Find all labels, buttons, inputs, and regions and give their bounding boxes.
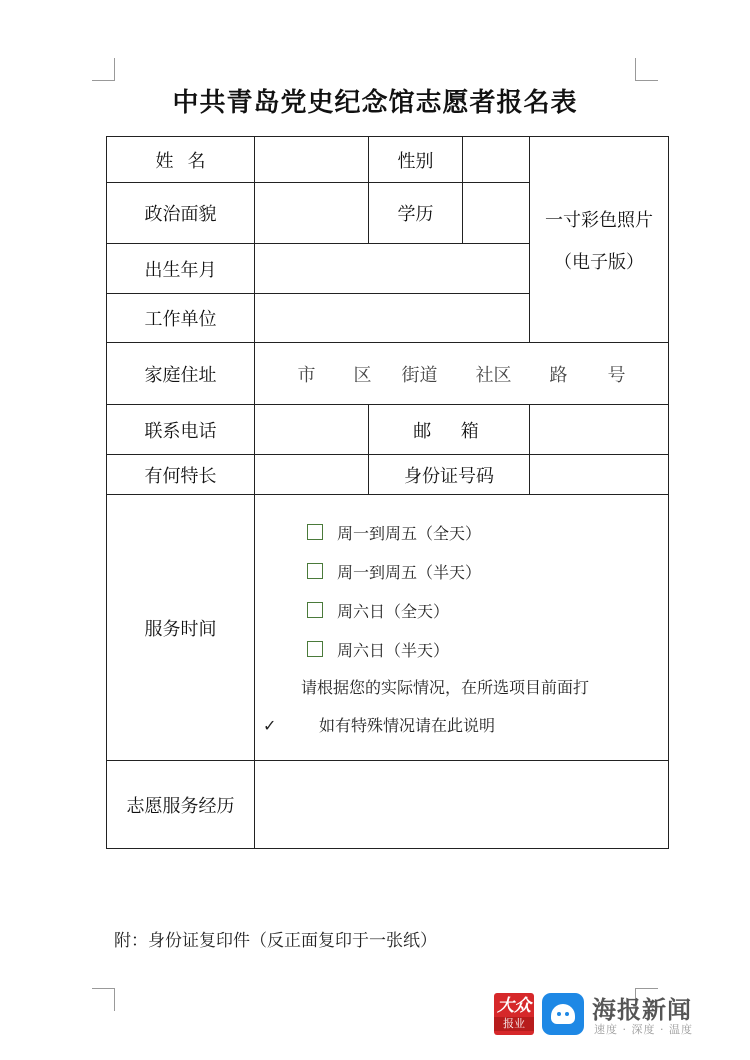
brand-tagline: 速度 · 深度 · 温度 (594, 1023, 693, 1036)
crop-mark-bottom-left (92, 988, 115, 1011)
education-field[interactable] (463, 183, 530, 244)
row-experience (107, 761, 669, 849)
row-service-time (107, 495, 669, 761)
option-weekend-half[interactable] (255, 630, 668, 669)
option-label: 周一到周五（半天） (337, 562, 482, 582)
address-field[interactable] (255, 343, 669, 405)
page-title: 中共青岛党史纪念馆志愿者报名表 (172, 88, 578, 118)
row-name (107, 137, 669, 183)
experience-field[interactable] (255, 761, 669, 849)
id-number-field[interactable] (530, 455, 669, 495)
phone-field[interactable] (255, 405, 369, 455)
option-label: 周六日（半天） (337, 640, 450, 660)
checkbox-icon[interactable] (307, 524, 323, 540)
brand-name: 海报新闻 (592, 996, 692, 1024)
check-mark-icon: ✓ (263, 715, 277, 735)
address-city: 市 (297, 364, 316, 386)
crop-mark-top-right (635, 58, 658, 81)
option-weekday-half[interactable] (255, 552, 668, 591)
option-label: 周一到周五（全天） (337, 523, 482, 543)
service-instruction-line2 (255, 707, 668, 745)
phone-label: 联系电话 (107, 405, 255, 455)
gender-field[interactable] (463, 137, 530, 183)
row-phone (107, 405, 669, 455)
name-field[interactable] (255, 137, 369, 183)
address-number: 号 (607, 364, 626, 386)
address-district: 区 (353, 364, 372, 386)
id-number-label: 身份证号码 (369, 455, 530, 495)
experience-label: 志愿服务经历 (107, 761, 255, 849)
address-road: 路 (549, 364, 568, 386)
checkbox-icon[interactable] (307, 563, 323, 579)
dazhong-logo (494, 993, 534, 1035)
special-note: 如有特殊情况请在此说明 (319, 715, 496, 735)
photo-label: 一寸彩色照片 (545, 209, 653, 231)
service-instruction: 请根据您的实际情况，在所选项目前面打 (301, 677, 590, 697)
option-label: 周六日（全天） (337, 601, 450, 621)
logo-big-text: 大众 (497, 996, 531, 1016)
registration-form-table (106, 136, 669, 849)
footer-note: 附：身份证复印件（反正面复印于一张纸） (114, 931, 437, 951)
email-field[interactable] (530, 405, 669, 455)
political-field[interactable] (255, 183, 369, 244)
checkbox-icon[interactable] (307, 602, 323, 618)
service-time-cell (255, 495, 669, 761)
option-weekday-full[interactable] (255, 513, 668, 552)
email-label: 邮 箱 (369, 405, 530, 455)
address-community: 社区 (475, 364, 512, 386)
work-label: 工作单位 (107, 294, 255, 343)
photo-cell[interactable] (530, 137, 669, 343)
crop-mark-top-left (92, 58, 115, 81)
specialty-field[interactable] (255, 455, 369, 495)
checkbox-icon[interactable] (307, 641, 323, 657)
row-specialty (107, 455, 669, 495)
photo-label-sub: （电子版） (554, 251, 644, 273)
address-label: 家庭住址 (107, 343, 255, 405)
political-label: 政治面貌 (107, 183, 255, 244)
gender-label: 性别 (369, 137, 463, 183)
education-label: 学历 (369, 183, 463, 244)
service-time-label: 服务时间 (107, 495, 255, 761)
work-field[interactable] (255, 294, 530, 343)
haibao-bird-logo-icon (542, 993, 584, 1035)
option-weekend-full[interactable] (255, 591, 668, 630)
address-street: 街道 (401, 364, 438, 386)
row-address (107, 343, 669, 405)
name-label: 姓名 (107, 137, 255, 183)
logo-small-text: 报业 (494, 1017, 534, 1031)
birth-label: 出生年月 (107, 244, 255, 294)
specialty-label: 有何特长 (107, 455, 255, 495)
birth-field[interactable] (255, 244, 530, 294)
